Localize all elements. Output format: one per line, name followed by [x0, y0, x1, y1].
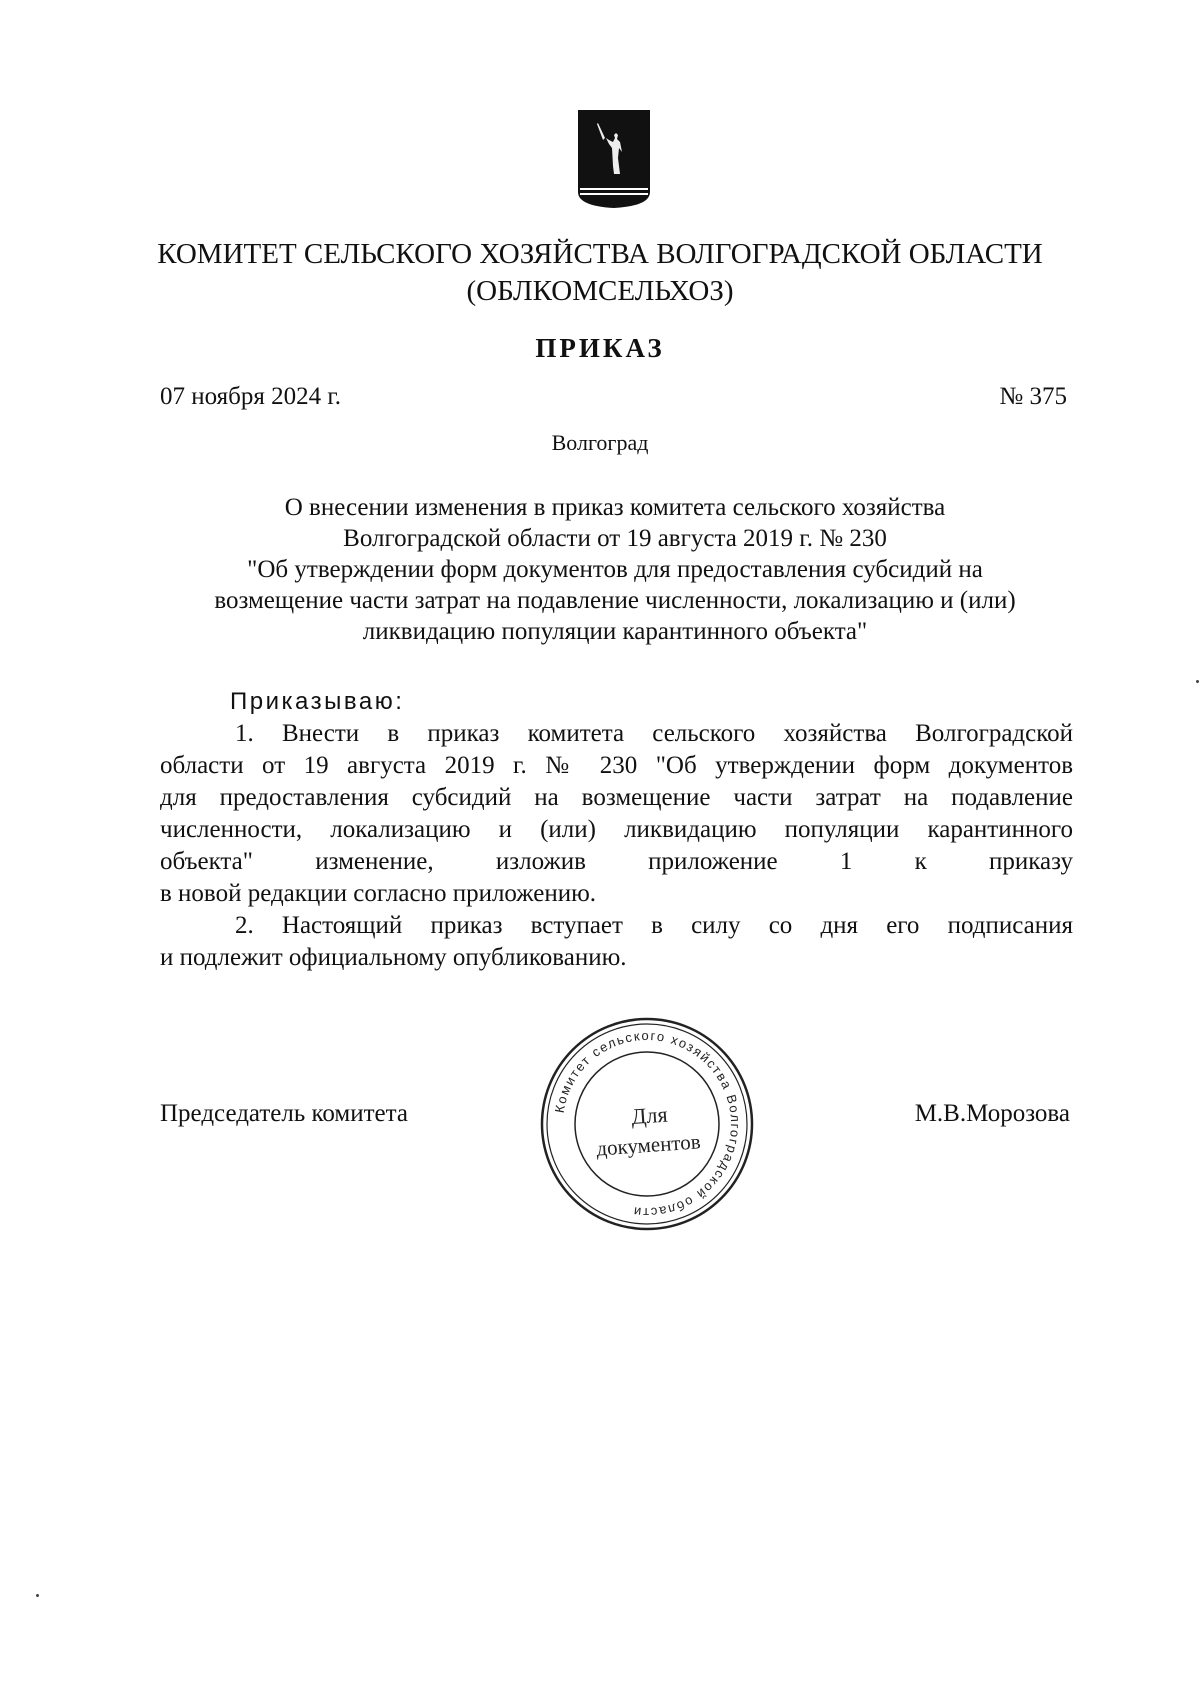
title-line: ликвидацию популяции карантинного объекта" [362, 618, 868, 645]
item-line: объекта" изменение, изложив приложение 1 к приказу [160, 848, 1073, 875]
signatory-position: Председатель комитета [160, 1100, 408, 1127]
volgograd-emblem-icon [576, 108, 652, 210]
title-line: О внесении изменения в приказ комитета сельского хозяйства [284, 494, 946, 521]
item-line: 2. Настоящий приказ вступает в силу со дня его подписания [235, 912, 1073, 939]
item-line: и подлежит официальному опубликованию. [160, 944, 627, 971]
document-title [150, 492, 1080, 647]
item-line: для предоставления субсидий на возмещение части затрат на подавление [160, 784, 1073, 811]
document-type: ПРИКАЗ [535, 333, 665, 363]
order-item-1 [160, 718, 1073, 910]
document-date: 07 ноября 2024 г. [160, 383, 342, 410]
order-item-2 [160, 910, 1073, 974]
document-number: № 375 [999, 383, 1067, 410]
item-line: численности, локализацию и (или) ликвидацию популяции карантинного [160, 816, 1073, 843]
stamp-center-line-1: Для [630, 1101, 669, 1130]
title-line: Волгоградской области от 19 августа 2019 г. № 230 [343, 525, 887, 552]
document-city: Волгоград [551, 430, 649, 455]
item-line: 1. Внести в приказ комитета сельского хозяйства Волгоградской [235, 720, 1073, 747]
stamp-center-line-2: документов [595, 1129, 702, 1161]
scan-speck [36, 1594, 39, 1597]
organization-line-2: (ОБЛКОМСЕЛЬХОЗ) [466, 275, 734, 307]
official-stamp [536, 1013, 758, 1235]
scan-speck [1196, 680, 1199, 683]
signatory-name: М.В.Морозова [914, 1100, 1070, 1127]
title-line: возмещение части затрат на подавление численности, локализацию и (или) [214, 587, 1016, 614]
item-line: в новой редакции согласно приложению. [160, 880, 597, 907]
order-lead: Приказываю: [230, 688, 405, 715]
document-body [160, 686, 1073, 974]
organization-name [60, 236, 1140, 310]
title-line: "Об утверждении форм документов для предоставления субсидий на [247, 556, 983, 583]
organization-line-1: КОМИТЕТ СЕЛЬСКОГО ХОЗЯЙСТВА ВОЛГОГРАДСКОЙ ОБЛАСТИ [157, 238, 1043, 270]
item-line: области от 19 августа 2019 г. № 230 "Об утверждении форм документов [160, 752, 1073, 779]
stamp-ring-text: Комитет сельского хозяйства Волгоградской области [551, 1027, 744, 1221]
